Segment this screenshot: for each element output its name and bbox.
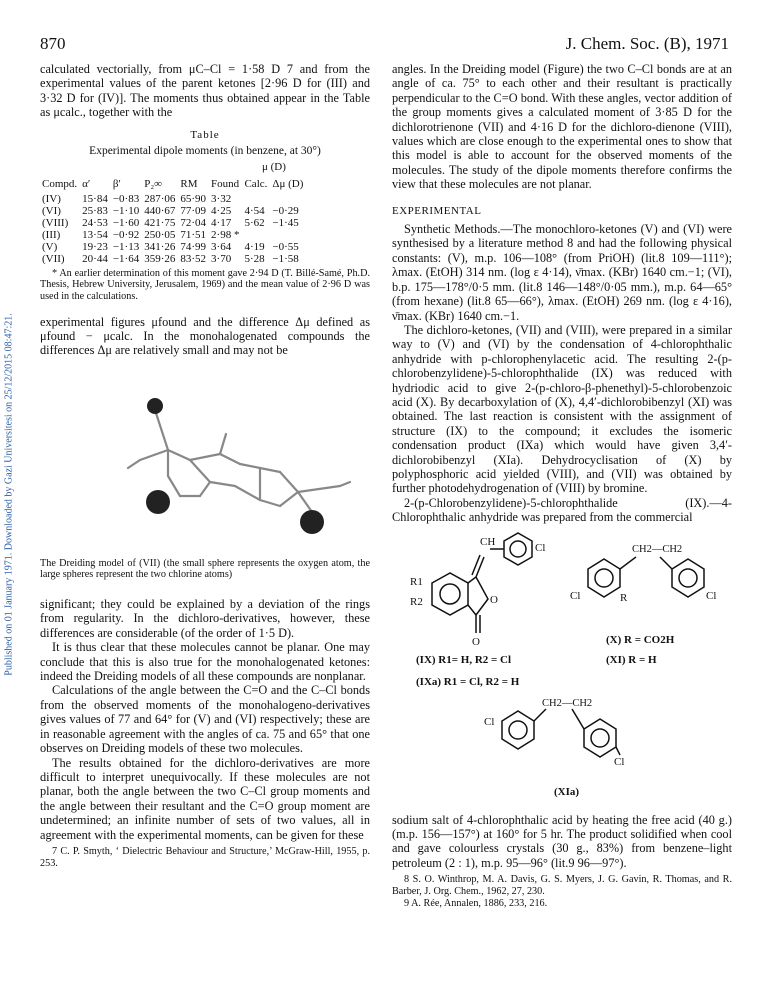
table-cell: (III) — [42, 228, 61, 241]
footnote-8: 8 S. O. Winthrop, M. A. Davis, G. S. Myers, J. G. Gavin, R. Thomas, and R. Barber, J. Org. Chem., 1962, 27, 230. — [392, 874, 732, 898]
table-cell: 4·19 — [244, 240, 265, 253]
table-cell: −1·58 — [272, 252, 299, 265]
dreiding-model-image — [40, 364, 370, 554]
table-header-cell: Compd. — [42, 177, 78, 190]
table-cell: 74·99 — [180, 240, 207, 253]
table-row — [42, 229, 308, 241]
scheme-r2-label: R2 — [410, 595, 423, 608]
table-cell: 2·98 * — [211, 228, 240, 241]
dreiding-model-figure — [40, 364, 370, 554]
table-cell: −1·60 — [112, 216, 140, 229]
table-cell: 341·26 — [144, 240, 176, 253]
figure-caption: The Dreiding model of (VII) (the small sphere represents the oxygen atom, the large spheres represent the two chlorine atoms) — [40, 557, 370, 581]
scheme-r-label: R — [620, 591, 628, 604]
table-body — [42, 193, 308, 265]
table-title: Table — [190, 128, 220, 141]
table-cell: (VII) — [42, 252, 65, 265]
scheme-cl-label: Cl — [484, 715, 495, 728]
table-header-cell: RM — [180, 177, 198, 190]
scheme-drawing — [392, 529, 732, 811]
scheme-ring-aromatic — [679, 569, 697, 587]
table-header-cell: Calc. — [244, 177, 268, 190]
scheme-label-x: (X) R = CO2H — [606, 633, 675, 646]
scheme-ring — [584, 719, 616, 757]
table-footnote: * An earlier determination of this moment gave 2·94 D (T. Billé-Samé, Ph.D. Thesis, Hebrew University, Jerusalem, 1969) and the mean value of 2·96 D was used in the calculations. — [40, 267, 370, 303]
table-cell: 440·67 — [144, 204, 176, 217]
table-header-cell: α′ — [82, 177, 91, 190]
journal-header: J. Chem. Soc. (B), 1971 — [565, 34, 729, 53]
footnote-7: 7 C. P. Smyth, ‘ Dielectric Behaviour and Structure,’ McGraw-Hill, 1955, p. 253. — [40, 845, 370, 869]
table-cell: 3·64 — [211, 240, 232, 253]
scheme-cl-label: Cl — [535, 541, 546, 554]
right-paragraph-3: The dichloro-ketones, (VII) and (VIII), were prepared in a similar way to (V) and (VI) by the condensation of 4-chlorophthalic anhydride with p-chlorophenylacetic acid. The resulting 2-(p-chlorobenzylidene)-5-chlorophthalide (IX) was reduced with hydriodic acid to give 2-(p-chloro-β-phenethyl)-5-chlorobenzoic acid (X). By decarboxylation of (X), 4,4′-dichlorobibenzyl (XI) was obtained. The last reaction is consistent with the assignment of structure (IX) to the compound; it excludes the isomeric condensation product (IXa) which would have given 3,4′-dichlorobibenzyl (XIa). Dehydrocyclisation of (X) by polyphosphoric acid yielded (VIII), and (VII) was obtained by further photodehydrogenation of (VIII) by bromine. — [392, 322, 732, 496]
table-cell: (VIII) — [42, 216, 69, 229]
right-paragraph-5: sodium salt of 4-chlorophthalic acid by heating the free acid (40 g.) (m.p. 156—157°) at 160° for 5 hr. The product solidified when cool and gave colourless crystals (30 g., 83%) from benzene–light petroleum (2 : 1), m.p. 95—96° (lit.9 96—97°). — [392, 812, 732, 870]
table-cell: −0·55 — [272, 240, 299, 253]
table-cell: 83·52 — [180, 252, 207, 265]
table-cell: −0·92 — [112, 228, 140, 241]
table-cell: 3·32 — [211, 192, 232, 205]
table-header-row — [42, 178, 308, 193]
table-cell: 4·25 — [211, 204, 232, 217]
table-mu-group: μ (D) — [262, 161, 286, 174]
table-cell: (VI) — [42, 204, 61, 217]
scheme-ring-aromatic — [509, 721, 527, 739]
scheme-ring — [672, 559, 704, 597]
table-cell: 5·28 — [244, 252, 265, 265]
table-cell — [244, 193, 272, 205]
table-cell: 250·05 — [144, 228, 176, 241]
chemical-scheme — [392, 529, 732, 811]
scheme-r1-label: R1 — [410, 575, 423, 588]
scheme-ch2ch2-label: CH2—CH2 — [542, 697, 593, 709]
table-cell — [272, 193, 308, 205]
table-cell: 13·54 — [82, 228, 108, 241]
scheme-label-ixa: (IXa) R1 = Cl, R2 = H — [416, 675, 520, 688]
left-column — [40, 62, 370, 870]
table-cell: −1·13 — [112, 240, 140, 253]
scheme-cl-label: Cl — [706, 589, 717, 602]
right-paragraph-1: angles. In the Dreiding model (Figure) the two C–Cl bonds are at an angle of ca. 75° to each other and their resultant is practically perpendicular to the C=O bond. With these angles, vector addition of the group moments gives a calculated moment of 3·85 D for the dichlorotrienone (VII) and 4·16 D for the dichloro-dienone (VIII), values which are close enough to the experimental ones to show that this model is able to account for the observed moments of the molecules. The study of the dipole moments therefore confirms the view that these molecules are not planar. — [392, 62, 732, 192]
table-cell: 3·70 — [211, 252, 232, 265]
table-cell: 4·54 — [244, 204, 265, 217]
left-paragraph-3: significant; they could be explained by a deviation of the rings from regularity. In the dichloro-derivatives, however, these differences are considerable (of the order of 1·5 D). — [40, 597, 370, 640]
table-cell: −1·45 — [272, 216, 299, 229]
table-cell: 24·53 — [82, 216, 108, 229]
scheme-ch2ch2-label: CH2—CH2 — [632, 543, 683, 555]
table-cell: 72·04 — [180, 216, 207, 229]
experimental-heading: EXPERIMENTAL — [392, 204, 482, 217]
right-paragraph-2: Synthetic Methods.—The monochloro-ketones (V) and (VI) were synthesised by a literature method 8 and had the following physical constants: (V), m.p. 106—108° (from PriOH) (lit.8 109—111°); λmax. (EtOH) 314 nm. (log ε 4·14), ν̄max. (KBr) 1640 cm.−1; (VI), b.p. 175—178°/0·5 mm. (lit.8 146—148°/0·05 mm.), m.p. 64—65° (from hexane) (lit.8 65—66°), λmax. (EtOH) 269 nm. (log ε 4·16), ν̄max. (KBr) 1640 cm.−1. — [392, 222, 732, 323]
table-cell: 25·83 — [82, 204, 108, 217]
table-cell: 65·90 — [180, 192, 207, 205]
table-cell: −1·64 — [112, 252, 140, 265]
left-paragraph-4: It is thus clear that these molecules cannot be planar. One may conclude that this is also true for the monohalogenated ketones: indeed the Dreiding models of all these compounds are nonplanar. — [40, 640, 370, 684]
scheme-ring-aromatic — [591, 729, 609, 747]
left-paragraph-1: calculated vectorially, from μC–Cl = 1·58 D 7 and from the experimental values of the parent ketones [2·96 D for (III) and 3·32 D for (IV)]. The moments thus obtained appear in the Table as μcalc., together with the — [40, 62, 370, 120]
chlorine-sphere-left — [146, 490, 170, 514]
footnote-9: 9 A. Rée, Annalen, 1886, 233, 216. — [404, 897, 548, 909]
table-cell: 19·23 — [82, 240, 108, 253]
scheme-ring-aromatic — [440, 584, 460, 604]
table-cell: 71·51 — [180, 228, 207, 241]
scheme-label-xia: (XIa) — [554, 785, 580, 798]
table-header-cell: Δμ (D) — [272, 177, 304, 190]
table-cell: −1·10 — [112, 204, 140, 217]
table-row — [42, 205, 308, 217]
table-caption: Experimental dipole moments (in benzene, at 30°) — [89, 145, 321, 158]
table-cell: 359·26 — [144, 252, 176, 265]
table-cell: −0·29 — [272, 204, 299, 217]
table-cell: 15·84 — [82, 192, 108, 205]
table-cell: 287·06 — [144, 192, 176, 205]
table-row — [42, 193, 308, 205]
left-paragraph-5: Calculations of the angle between the C=O and the C–Cl bonds from the observed moments of the monohalogeno-derivatives gives values of 77 and 64° for (V) and (VI) respectively; these are in reasonable agreement with the angles of ca. 75 and 65° that one observes on Dreiding models of these two molecules. — [40, 683, 370, 756]
table-cell — [244, 229, 272, 241]
table-cell: 5·62 — [244, 216, 265, 229]
table-cell: (IV) — [42, 192, 61, 205]
scheme-ring-aromatic — [510, 541, 526, 557]
scheme-cl-label: Cl — [614, 755, 625, 768]
scheme-ch-label: CH — [480, 535, 496, 548]
right-paragraph-4: 2-(p-Chlorobenzylidene)-5-chlorophthalide (IX).—4-Chlorophthalic anhydride was prepared from the commercial — [392, 495, 732, 525]
chlorine-sphere-right — [300, 510, 324, 534]
table-cell: 421·75 — [144, 216, 176, 229]
table-header-cell: β′ — [112, 177, 121, 190]
table-cell: 20·44 — [82, 252, 108, 265]
download-notice: Published on 01 January 1971. Downloaded by Gazi Universitesi on 25/12/2015 08:47:21. — [3, 313, 15, 676]
scheme-label-xi: (XI) R = H — [606, 653, 657, 666]
table-header-cell: Found — [211, 177, 240, 190]
oxygen-sphere — [147, 398, 163, 414]
scheme-label-ix: (IX) R1= H, R2 = Cl — [416, 653, 512, 666]
table-cell: 4·17 — [211, 216, 232, 229]
table-row — [42, 253, 308, 265]
scheme-cl-label: Cl — [570, 589, 581, 602]
left-paragraph-6: The results obtained for the dichloro-derivatives are more difficult to interpret unequivocally. If these molecules are not planar, both the angle between the two C–Cl group moments and the angle between their resultant and the C=O group moment are undetermined; an infinite number of sets of two values, all in agreement with the experimental moments, can be given for these — [40, 755, 370, 842]
scheme-ring — [588, 559, 620, 597]
scheme-carbonyl-o-label: O — [472, 635, 480, 648]
scheme-ring-aromatic — [595, 569, 613, 587]
table-cell: (V) — [42, 240, 58, 253]
table-cell — [272, 229, 308, 241]
right-column — [392, 62, 732, 910]
page-number: 870 — [40, 34, 66, 53]
scheme-ring — [504, 533, 532, 565]
table-cell: 77·09 — [180, 204, 207, 217]
left-paragraph-2: experimental figures μfound and the difference Δμ defined as μfound − μcalc. In the monohalogenated compounds the differences Δμ are relatively small and may not be — [40, 314, 370, 358]
scheme-ring — [502, 711, 534, 749]
table-header-cell: P₂∞ — [144, 177, 162, 190]
dipole-moment-table — [42, 178, 308, 265]
table-row — [42, 217, 308, 229]
scheme-ring — [432, 573, 468, 615]
table-row — [42, 241, 308, 253]
table-cell: −0·83 — [112, 192, 140, 205]
scheme-o-label: O — [490, 593, 498, 606]
